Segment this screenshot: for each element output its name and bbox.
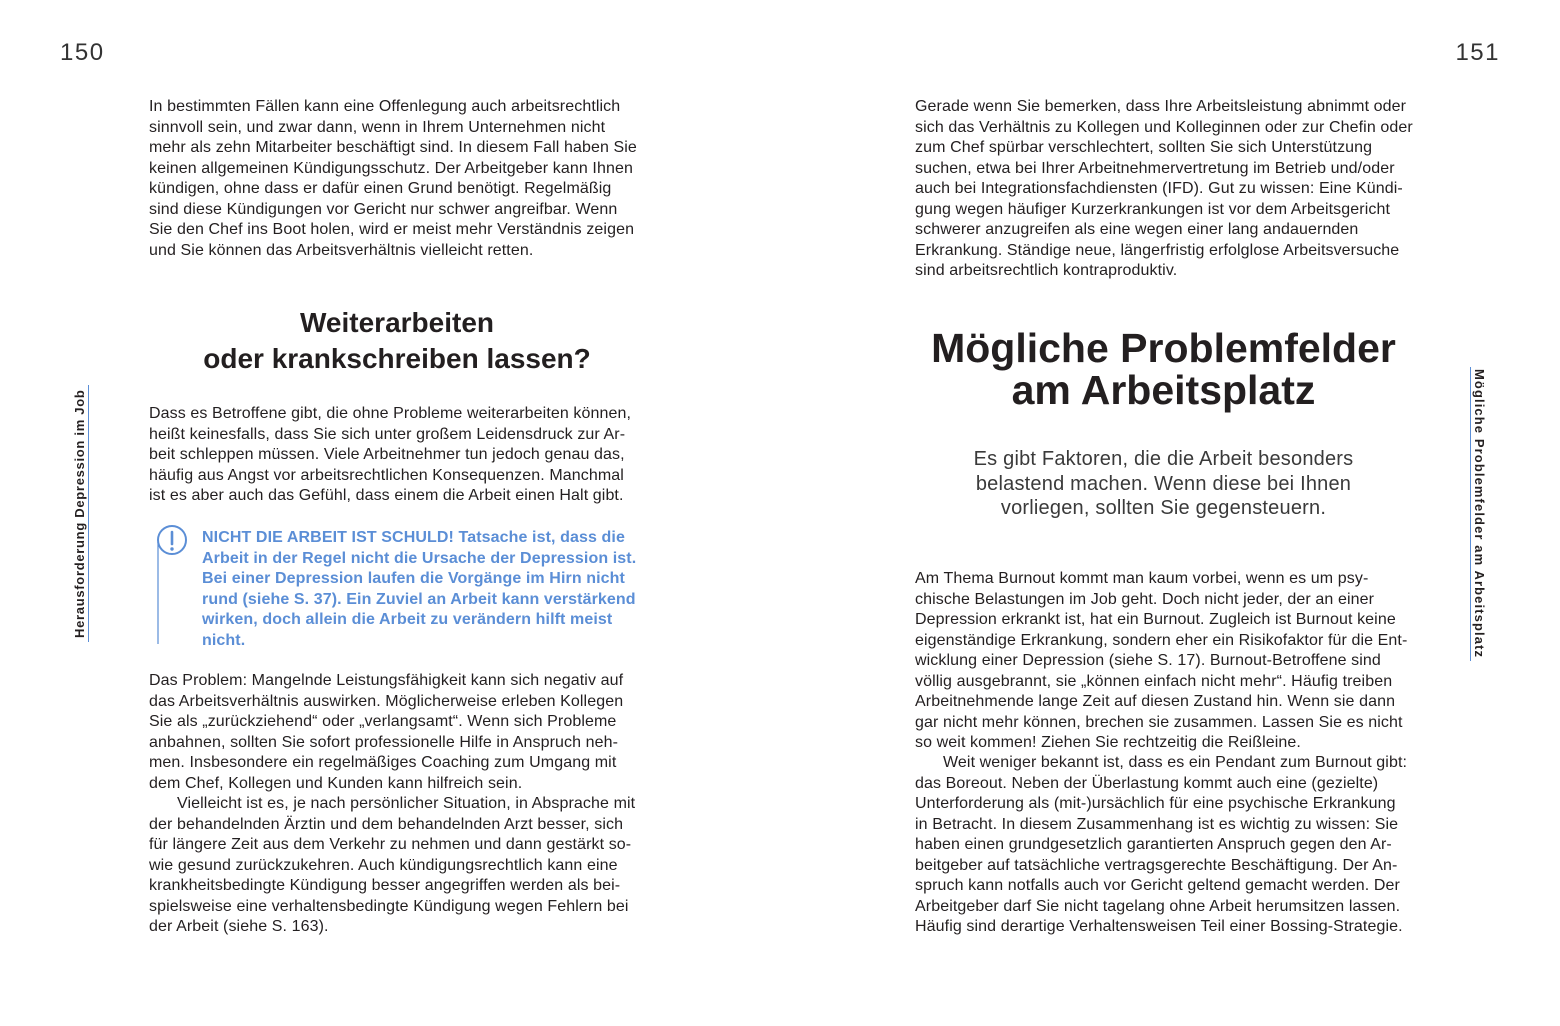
paragraph-line: schwerer anzugreifen als eine wegen einer lang andauernden [915, 221, 1359, 238]
paragraph-line: Depression erkrankt ist, hat ein Burnout. Zugleich ist Burnout keine [915, 611, 1396, 628]
heading-line: Mögliche Problemfelder [931, 325, 1396, 371]
paragraph-line: so weit kommen! Ziehen Sie rechtzeitig die Reißleine. [915, 734, 1301, 751]
paragraph-line: völlig ausgebrannt, sie „können einfach nicht mehr“. Häufig treiben [915, 672, 1393, 690]
paragraph-line: men. Insbesondere ein regelmäßiges Coaching zum Umgang mit [149, 754, 617, 771]
paragraph-4-left [149, 794, 635, 938]
intro-paragraph-left [149, 97, 637, 261]
paragraph-line: Unterforderung als (mit-)ursächlich für eine psychische Erkrankung [915, 795, 1396, 812]
paragraph-line: häufig aus Angst vor arbeitsrechtlichen Konsequenzen. Manchmal [149, 466, 624, 484]
paragraph-2-right [915, 569, 1407, 754]
paragraph-line: sind arbeitsrechtlich kontraproduktiv. [915, 262, 1178, 279]
side-label-left: Herausforderung Depression im Job [71, 385, 89, 642]
tip-line: nicht. [202, 631, 246, 649]
paragraph-line: sind diese Kündigungen vor Gericht nur schwer angreifbar. Wenn [149, 200, 618, 218]
paragraph-line: in Betracht. In diesem Zusammenhang ist es wichtig zu wissen: Sie [915, 815, 1399, 833]
tip-line: Arbeit in der Regel nicht die Ursache der Depression ist. [202, 549, 637, 567]
paragraph-line: Sie den Chef ins Boot holen, wird er meist mehr Verständnis zeigen [149, 221, 635, 238]
paragraph-line: chische Belastungen im Job geht. Doch nicht jeder, der an einer [915, 590, 1375, 608]
tip-line: Bei einer Depression laufen die Vorgänge im Hirn nicht [202, 570, 625, 587]
paragraph-line: beit schleppen müssen. Viele Arbeitnehmer tun jedoch genau das, [149, 446, 625, 463]
paragraph-line: für längere Zeit aus dem Verkehr zu nehmen und dann gestärkt so- [149, 836, 632, 853]
paragraph-line: heißt keinesfalls, dass Sie sich unter großem Leidensdruck zur Ar- [149, 425, 626, 443]
paragraph-line: gar nicht mehr können, brechen sie zusammen. Lassen Sie es nicht [915, 713, 1403, 731]
paragraph-line: Arbeitgeber darf Sie nicht tagelang ohne Arbeit herumsitzen lassen. [915, 897, 1401, 915]
paragraph-line: In bestimmten Fällen kann eine Offenlegung auch arbeitsrechtlich [149, 98, 621, 115]
paragraph-line: Weit weniger bekannt ist, dass es ein Pendant zum Burnout gibt: [943, 754, 1408, 771]
paragraph-line: der behandelnden Ärztin und dem behandelnden Arzt besser, sich [149, 815, 624, 833]
page-number-right: 151 [1455, 39, 1500, 66]
exclamation-circle-icon [155, 524, 189, 649]
tip-box [202, 528, 636, 651]
tip-line: rund (siehe S. 37). Ein Zuviel an Arbeit kann verstärkend [202, 590, 636, 608]
subtitle-line: belastend machen. Wenn diese bei Ihnen [975, 472, 1352, 495]
paragraph-line: wicklung einer Depression (siehe S. 17). Burnout-Betroffene sind [915, 652, 1381, 669]
section-heading-left [149, 305, 645, 377]
paragraph-line: anbahnen, sollten Sie sofort professionelle Hilfe in Anspruch neh- [149, 733, 619, 751]
paragraph-line: Vielleicht ist es, je nach persönlicher Situation, in Absprache mit [177, 795, 636, 812]
paragraph-2-left [149, 404, 631, 507]
paragraph-line: das Arbeitsverhältnis auswirken. Möglicherweise erleben Kollegen [149, 692, 624, 710]
paragraph-3-left [149, 671, 623, 794]
paragraph-line: Erkrankung. Ständige neue, längerfristig erfolglose Arbeitsversuche [915, 241, 1400, 259]
paragraph-line: und Sie können das Arbeitsverhältnis vielleicht retten. [149, 241, 534, 259]
paragraph-line: Das Problem: Mangelnde Leistungsfähigkeit kann sich negativ auf [149, 672, 624, 689]
tip-line: NICHT DIE ARBEIT IST SCHULD! Tatsache ist, dass die [202, 529, 625, 546]
subtitle-line: Es gibt Faktoren, die die Arbeit besonders [973, 448, 1354, 470]
paragraph-line: Gerade wenn Sie bemerken, dass Ihre Arbeitsleistung abnimmt oder [915, 98, 1407, 115]
paragraph-line: keinen allgemeinen Kündigungsschutz. Der Arbeitgeber kann Ihnen [149, 159, 633, 177]
intro-paragraph-right [915, 97, 1413, 282]
paragraph-line: Arbeitnehmende lange Zeit auf diesen Zustand hin. Wenn sie dann [915, 693, 1396, 710]
paragraph-line: ist es aber auch das Gefühl, dass einem die Arbeit einen Halt gibt. [149, 487, 624, 504]
paragraph-line: beitgeber auf tatsächliche vertragsgerechte Beschäftigung. Der An- [915, 856, 1398, 874]
paragraph-line: spruch kann notfalls auch vor Gericht geltend gemacht werden. Der [915, 877, 1400, 894]
paragraph-line: zum Chef spürbar verschlechtert, sollten Sie sich Unterstützung [915, 139, 1373, 156]
chapter-subtitle [915, 447, 1412, 521]
tip-line: wirken, doch allein die Arbeit zu verändern hilft meist [202, 611, 613, 628]
page-number-left: 150 [60, 39, 105, 66]
paragraph-line: sinnvoll sein, und zwar dann, wenn in Ihrem Unternehmen nicht [149, 118, 606, 136]
paragraph-line: Am Thema Burnout kommt man kaum vorbei, wenn es um psy- [915, 570, 1369, 587]
paragraph-line: auch bei Integrationsfachdiensten (IFD). Gut zu wissen: Eine Kündi- [915, 180, 1403, 197]
paragraph-line: das Boreout. Neben der Überlastung kommt auch eine (gezielte) [915, 774, 1379, 792]
paragraph-line: mehr als zehn Mitarbeiter beschäftigt sind. In diesem Fall haben Sie [149, 139, 637, 156]
heading-line: oder krankschreiben lassen? [203, 343, 591, 374]
paragraph-line: Sie als „zurückziehend“ oder „verlangsamt“. Wenn sich Probleme [149, 713, 617, 730]
paragraph-line: suchen, etwa bei Ihrer Arbeitnehmervertretung im Betrieb und/oder [915, 159, 1395, 177]
paragraph-line: wie gesund zurückzukehren. Auch kündigungsrechtlich kann eine [149, 856, 618, 874]
paragraph-line: dem Chef, Kollegen und Kunden kann hilfreich sein. [149, 774, 523, 792]
paragraph-line: kündigen, ohne dass er dafür einen Grund benötigt. Regelmäßig [149, 180, 612, 197]
side-label-right: Mögliche Problemfelder am Arbeitsplatz [1470, 367, 1488, 661]
subtitle-line: vorliegen, sollten Sie gegensteuern. [1000, 497, 1327, 519]
paragraph-line: spielsweise eine verhaltensbedingte Kündigung wegen Fehlern bei [149, 897, 629, 915]
chapter-heading-right [915, 327, 1412, 411]
paragraph-line: eigenständige Erkrankung, sondern eher ein Risikofaktor für die Ent- [915, 631, 1408, 649]
paragraph-line: Häufig sind derartige Verhaltensweisen Teil einer Bossing-Strategie. [915, 918, 1403, 935]
paragraph-line: gung wegen häufiger Kurzerkrankungen ist vor dem Arbeitsgericht [915, 200, 1391, 218]
heading-line: Weiterarbeiten [300, 307, 494, 338]
paragraph-line: sich das Verhältnis zu Kollegen und Kolleginnen oder zur Chefin oder [915, 118, 1413, 136]
paragraph-line: der Arbeit (siehe S. 163). [149, 918, 329, 935]
paragraph-3-right [915, 753, 1407, 938]
paragraph-line: Dass es Betroffene gibt, die ohne Probleme weiterarbeiten können, [149, 405, 632, 422]
heading-line: am Arbeitsplatz [1011, 367, 1316, 413]
paragraph-line: haben einen grundgesetzlich garantierten Anspruch gegen den Ar- [915, 836, 1392, 853]
paragraph-line: krankheitsbedingte Kündigung besser angegriffen werden als bei- [149, 877, 621, 894]
